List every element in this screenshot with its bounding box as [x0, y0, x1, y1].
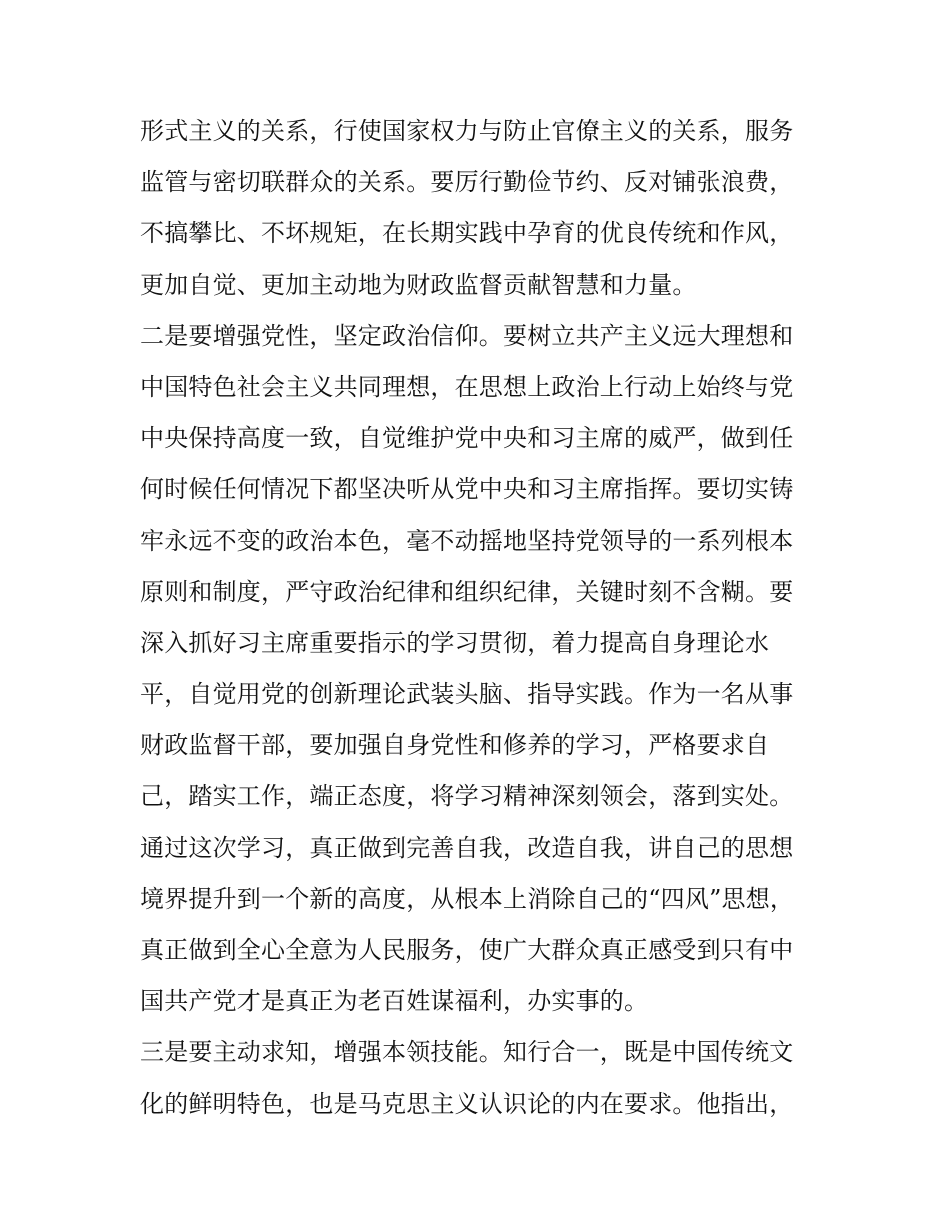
text-line: 真正做到全心全意为人民服务，使广大群众真正感受到只有中 — [140, 936, 794, 964]
text-line: 不搞攀比、不坏规矩，在长期实践中孕育的优良传统和作风， — [140, 219, 794, 248]
text-line: 平，自觉用党的创新理论武装头脑、指导实践。作为一名从事 — [140, 680, 794, 709]
text-line: 三是要主动求知，增强本领技能。知行合一，既是中国传统文 — [140, 1038, 794, 1067]
text-line: 国共产党才是真正为老百姓谋福利，办实事的。 — [140, 987, 649, 1016]
text-line: 深入抓好习主席重要指示的学习贯彻，着力提高自身理论水 — [140, 628, 770, 657]
text-line: 境界提升到一个新的高度，从根本上消除自己的“四风”思想， — [140, 884, 795, 913]
text-line: 中国特色社会主义共同理想，在思想上政治上行动上始终与党 — [140, 372, 794, 401]
text-line: 二是要增强党性，坚定政治信仰。要树立共产主义远大理想和 — [140, 321, 794, 350]
text-line: 通过这次学习，真正做到完善自我，改造自我，讲自己的思想 — [140, 833, 794, 862]
text-line: 己，踏实工作，端正态度，将学习精神深刻领会，落到实处。 — [140, 782, 794, 811]
body-text — [140, 106, 820, 1130]
text-line: 形式主义的关系，行使国家权力与防止官僚主义的关系，服务 — [140, 117, 794, 145]
text-line: 原则和制度，严守政治纪律和组织纪律，关键时刻不含糊。要 — [140, 577, 794, 606]
text-line: 更加自觉、更加主动地为财政监督贡献智慧和力量。 — [140, 270, 697, 299]
text-line: 监管与密切联群众的关系。要厉行勤俭节约、反对铺张浪费， — [140, 168, 794, 197]
text-line: 中央保持高度一致，自觉维护党中央和习主席的威严，做到任 — [140, 424, 794, 453]
text-line: 牢永远不变的政治本色，毫不动摇地坚持党领导的一系列根本 — [140, 526, 794, 555]
text-line: 何时候任何情况下都坚决听从党中央和习主席指挥。要切实铸 — [140, 475, 794, 504]
text-line: 化的鲜明特色，也是马克思主义认识论的内在要求。他指出， — [140, 1089, 794, 1118]
text-line: 财政监督干部，要加强自身党性和修养的学习，严格要求自 — [140, 731, 770, 760]
